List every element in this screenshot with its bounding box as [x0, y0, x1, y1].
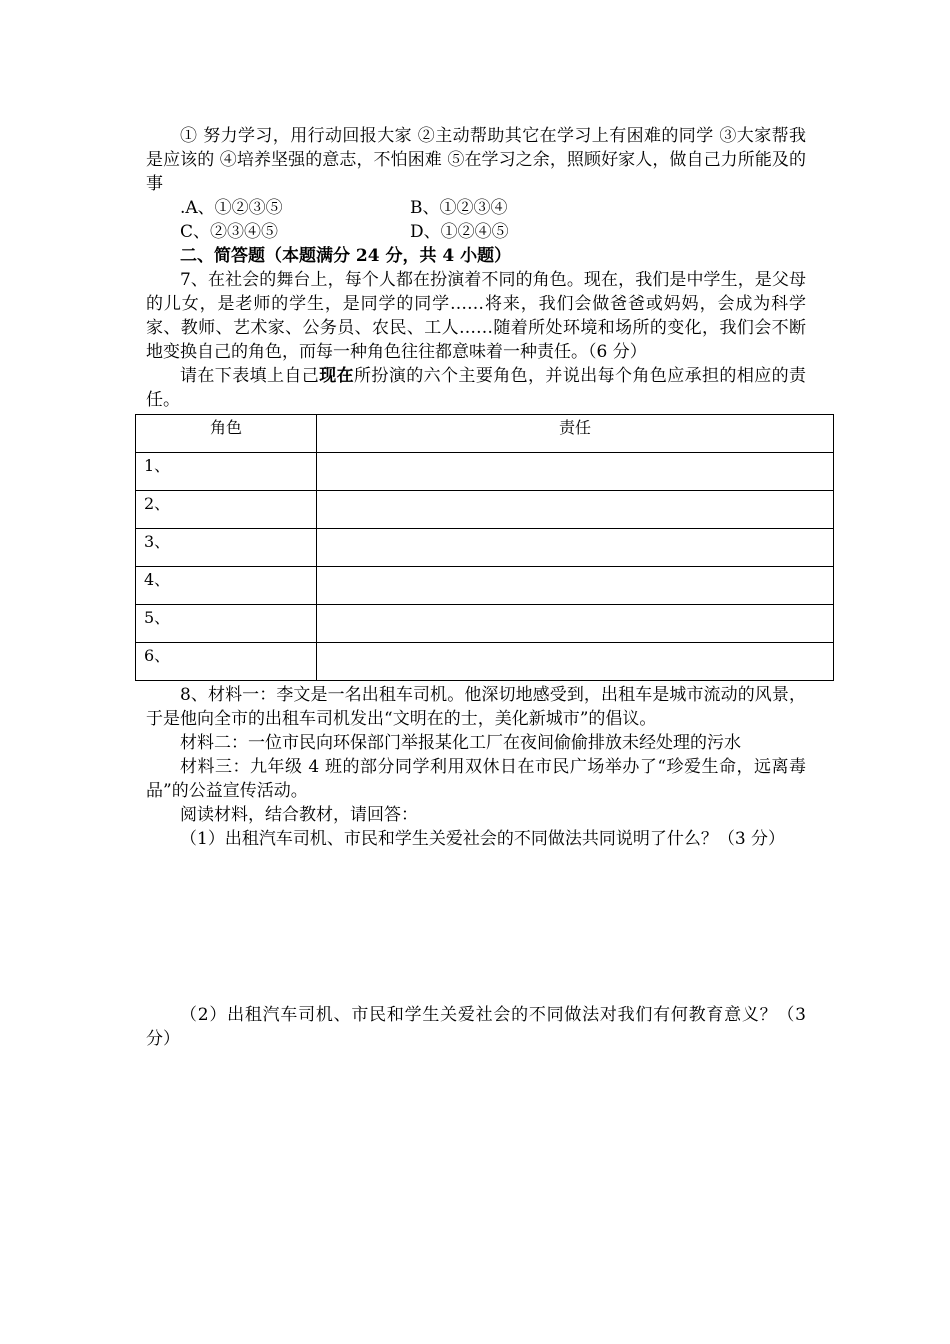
q7-prompt [146, 364, 806, 412]
q7-text: 7、在社会的舞台上，每个人都在扮演着不同的角色。现在，我们是中学生，是父母的儿女，是老师的学生，是同学的同学……将来，我们会做爸爸或妈妈，会成为科学家、教师、艺术家、公务员、农民、工人……随着所处环境和场所的变化，我们会不断地变换自己的角色，而每一种角色往往都意味着一种责任。（6 分） [146, 270, 806, 362]
option-d: D、①②④⑤ [410, 222, 509, 242]
duty-cell[interactable] [317, 643, 834, 681]
table-row [136, 605, 834, 643]
header-duty: 责任 [317, 415, 834, 453]
answer-space-1[interactable] [146, 851, 806, 1003]
q8-material-2: 材料二：一位市民向环保部门举报某化工厂在夜间偷偷排放未经处理的污水 [180, 733, 741, 753]
role-cell[interactable]: 3、 [136, 529, 317, 567]
option-b: B、①②③④ [410, 198, 508, 218]
duty-cell[interactable] [317, 529, 834, 567]
table-row [136, 643, 834, 681]
q8-sub-question-2: （2）出租汽车司机、市民和学生关爱社会的不同做法对我们有何教育意义？（3 分） [146, 1005, 806, 1049]
q8-material-3: 材料三：九年级 4 班的部分同学利用双休日在市民广场举办了“珍爱生命，远离毒品”的公益宣传活动。 [146, 757, 806, 801]
option-c: C、②③④⑤ [180, 222, 279, 242]
duty-cell[interactable] [317, 567, 834, 605]
table-row [136, 453, 834, 491]
header-role: 角色 [136, 415, 317, 453]
exam-page [146, 124, 806, 1051]
duty-cell[interactable] [317, 453, 834, 491]
table-row [136, 567, 834, 605]
table-header-row [136, 415, 834, 453]
q8-instruction: 阅读材料，结合教材，请回答： [180, 805, 418, 825]
role-cell[interactable]: 2、 [136, 491, 317, 529]
table-row [136, 529, 834, 567]
duty-cell[interactable] [317, 605, 834, 643]
roles-table [135, 414, 834, 681]
role-cell[interactable]: 1、 [136, 453, 317, 491]
table-row [136, 491, 834, 529]
q7-prompt-emphasis: 现在 [319, 366, 355, 386]
option-a: .A、①②③⑤ [180, 198, 283, 218]
role-cell[interactable]: 4、 [136, 567, 317, 605]
section-heading: 二、简答题（本题满分 24 分，共 4 小题） [180, 246, 512, 266]
q8-material-1: 8、材料一：李文是一名出租车司机。他深切地感受到，出租车是城市流动的风景，于是他向全市的出租车司机发出“文明在的士，美化新城市”的倡议。 [146, 685, 806, 729]
q7-prompt-before: 请在下表填上自己 [180, 366, 320, 386]
q6-options-row-2 [146, 220, 806, 244]
role-cell[interactable]: 5、 [136, 605, 317, 643]
q7-prompt-after: 所扮演的六个主要角色，并说出每个角色应承担的相应的责任。 [146, 366, 807, 410]
q8-sub-question-1: （1）出租汽车司机、市民和学生关爱社会的不同做法共同说明了什么？（3 分） [180, 829, 786, 849]
role-cell[interactable]: 6、 [136, 643, 317, 681]
q6-statements: ① 努力学习，用行动回报大家 ②主动帮助其它在学习上有困难的同学 ③大家帮我是应该的 ④培养坚强的意志，不怕困难 ⑤在学习之余，照顾好家人，做自己力所能及的事 [146, 126, 806, 194]
duty-cell[interactable] [317, 491, 834, 529]
q6-options-row-1 [146, 196, 806, 220]
